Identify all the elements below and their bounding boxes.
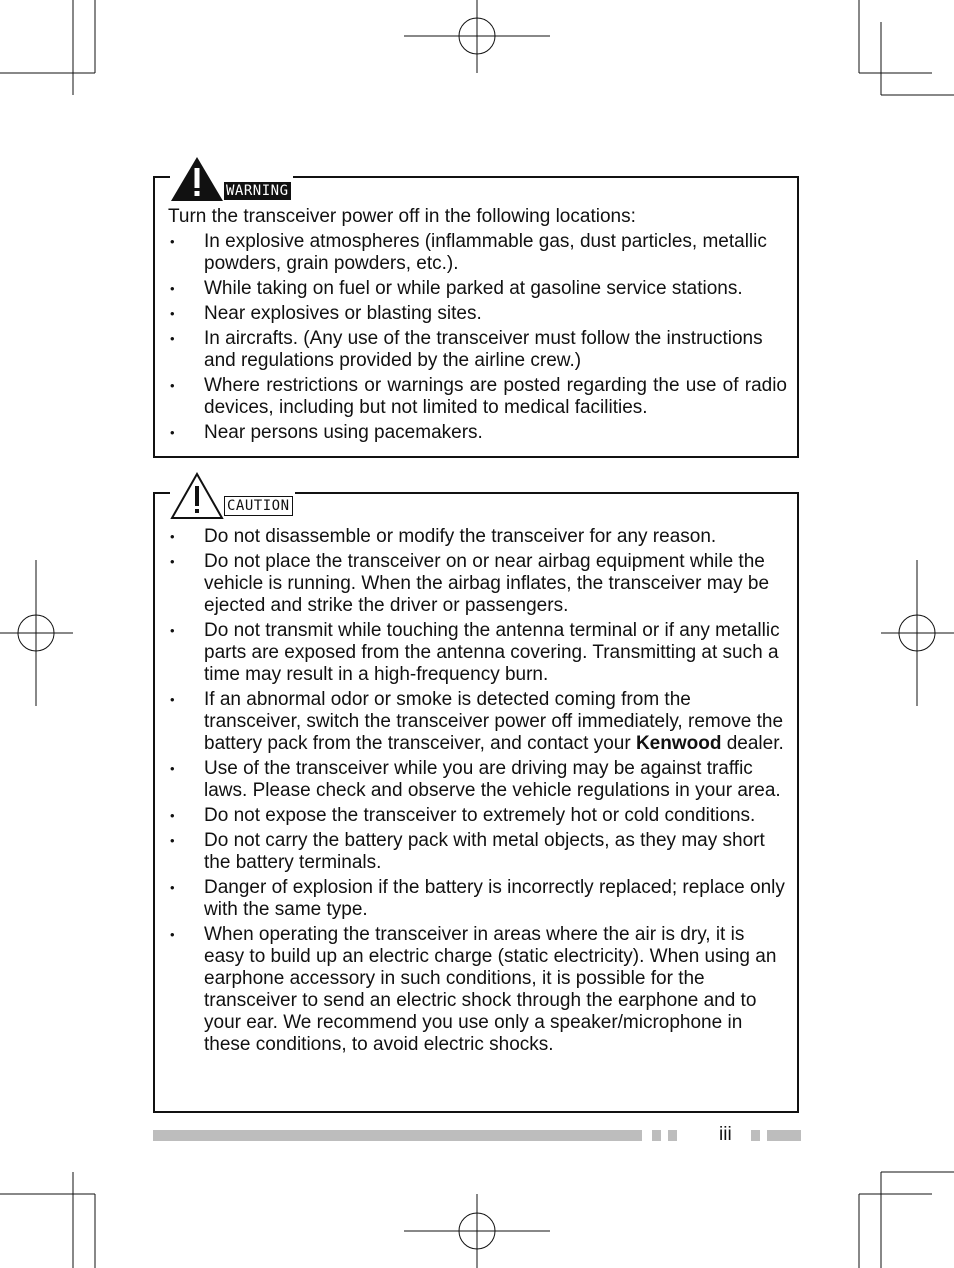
footer-square (668, 1130, 677, 1141)
list-item: • Do not place the transceiver on or near airbag equipment while the vehicle is running. When the airbag inflates, the transceiver may be ejected and strike the driver or passengers. (170, 551, 770, 616)
footer-bar (153, 1130, 642, 1141)
page-number: iii (719, 1124, 732, 1145)
footer-bar-right (767, 1130, 801, 1141)
list-item: • Do not carry the battery pack with metal objects, as they may short the battery terminals. (170, 830, 765, 873)
list-item: • In aircrafts. (Any use of the transceiver must follow the instructions and regulations provided by the airline crew.) (170, 328, 763, 371)
warning-triangle-icon (170, 156, 224, 202)
footer-square (751, 1130, 760, 1141)
warning-heading (170, 156, 293, 202)
caution-list (168, 526, 787, 1056)
footer-square (652, 1130, 661, 1141)
list-item: • Do not expose the transceiver to extremely hot or cold conditions. (170, 805, 756, 826)
list-item: • Use of the transceiver while you are driving may be against traffic laws. Please check and observe the vehicle regulations in your area. (170, 758, 781, 801)
warning-list (168, 231, 787, 444)
warning-intro: Turn the transceiver power off in the following locations: (168, 206, 636, 227)
caution-content (168, 526, 787, 1059)
list-item: • Near persons using pacemakers. (170, 422, 483, 443)
list-item: • Where restrictions or warnings are posted regarding the use of radio devices, including but not limited to medical facilities. (170, 375, 787, 418)
caution-label: CAUTION (224, 496, 293, 516)
warning-content (168, 206, 787, 447)
list-item: • If an abnormal odor or smoke is detected coming from the transceiver, switch the transceiver power off immediately, remove the battery pack from the transceiver, and contact your Kenwood dealer. (170, 689, 784, 754)
brand-name: Kenwood (635, 733, 722, 754)
warning-label: WARNING (226, 183, 289, 199)
list-item: • Do not disassemble or modify the transceiver for any reason. (170, 526, 717, 547)
caution-heading (170, 472, 295, 520)
list-item: • Danger of explosion if the battery is incorrectly replaced; replace only with the same type. (170, 877, 785, 920)
list-item: • Near explosives or blasting sites. (170, 303, 482, 324)
list-item: • When operating the transceiver in areas where the air is dry, it is easy to build up an electric charge (static electricity). When using an earphone accessory in such conditions, it is possible for the transceiver to send an electric shock through the earphone and to your ear. We recommend you use only a speaker/microphone in these conditions, to avoid electric shocks. (170, 924, 777, 1055)
list-item: • In explosive atmospheres (inflammable gas, dust particles, metallic powders, grain powders, etc.). (170, 231, 767, 274)
list-item: • While taking on fuel or while parked at gasoline service stations. (170, 278, 743, 299)
caution-triangle-icon (170, 472, 224, 520)
list-item: • Do not transmit while touching the antenna terminal or if any metallic parts are exposed from the antenna covering. Transmitting at such a time may result in a high-frequency burn. (170, 620, 780, 685)
